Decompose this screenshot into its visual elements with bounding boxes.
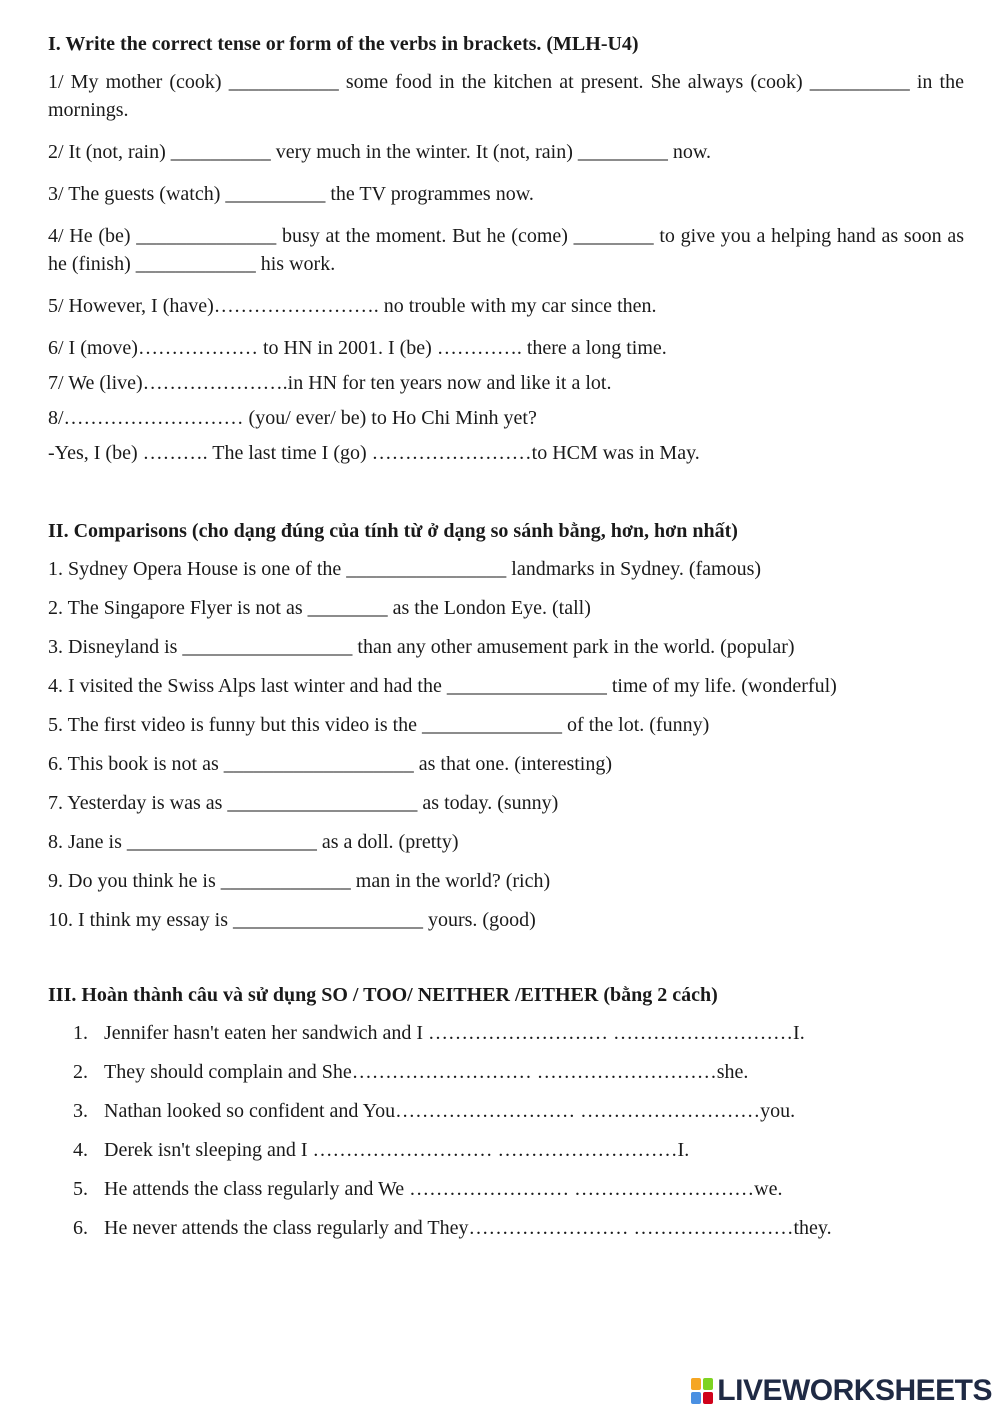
- s2-question-6: 6. This book is not as ___________________ as that one. (interesting): [48, 753, 613, 775]
- s2-question-3: 3. Disneyland is _________________ than any other amusement park in the world. (popular): [48, 636, 795, 658]
- item-text: Jennifer hasn't eaten her sandwich and I ……………………… ………………………I.: [104, 1022, 805, 1044]
- s1-question-2: 2/ It (not, rain) __________ very much in the winter. It (not, rain) _________ now.: [48, 141, 712, 163]
- s2-question-10: 10. I think my essay is ___________________ yours. (good): [48, 909, 536, 931]
- logo-square: [691, 1392, 701, 1404]
- s2-question-1: 1. Sydney Opera House is one of the ________________ landmarks in Sydney. (famous): [48, 558, 762, 580]
- item-number: 1.: [73, 1022, 88, 1044]
- section-3-title: III. Hoàn thành câu và sử dụng SO / TOO/ NEITHER /EITHER (bằng 2 cách): [48, 984, 718, 1006]
- section-3-list: [48, 1019, 964, 1242]
- s2-question-8: 8. Jane is ___________________ as a doll. (pretty): [48, 831, 459, 853]
- list-item: [73, 1058, 964, 1086]
- s1-question-6: 6/ I (move)……………… to HN in 2001. I (be) …………. there a long time.: [48, 337, 667, 359]
- list-item: [73, 1097, 964, 1125]
- section-1-title: I. Write the correct tense or form of the verbs in brackets. (MLH-U4): [48, 33, 639, 55]
- s2-question-5: 5. The first video is funny but this video is the ______________ of the lot. (funny): [48, 714, 710, 736]
- logo-square: [703, 1392, 713, 1404]
- s2-question-9: 9. Do you think he is _____________ man in the world? (rich): [48, 870, 551, 892]
- section-2: [48, 517, 964, 934]
- logo-square: [703, 1378, 713, 1390]
- s2-question-7: 7. Yesterday is was as ___________________ as today. (sunny): [48, 792, 559, 814]
- item-number: 4.: [73, 1139, 88, 1161]
- item-number: 2.: [73, 1061, 88, 1083]
- logo-mark-icon: [691, 1378, 713, 1404]
- s1-question-4: 4/ He (be) ______________ busy at the moment. But he (come) ________ to give you a helping hand as soon as he (finish) ____________ his work.: [48, 225, 964, 275]
- s1-question-5: 5/ However, I (have)……………………. no trouble with my car since then.: [48, 295, 657, 317]
- list-item: [73, 1214, 964, 1242]
- item-text: Derek isn't sleeping and I ……………………… ………………………I.: [104, 1139, 690, 1161]
- worksheet-page: [48, 30, 964, 1253]
- liveworksheets-logo[interactable]: [691, 1375, 992, 1407]
- s1-question-8-answer: -Yes, I (be) ………. The last time I (go) ……………………to HCM was in May.: [48, 442, 700, 464]
- s1-question-3: 3/ The guests (watch) __________ the TV programmes now.: [48, 183, 534, 205]
- list-item: [73, 1136, 964, 1164]
- s1-question-8: 8/……………………… (you/ ever/ be) to Ho Chi Minh yet?: [48, 407, 537, 429]
- item-text: He never attends the class regularly and They…………………… ……………………they.: [104, 1217, 832, 1239]
- item-text: He attends the class regularly and We …………………… ………………………we.: [104, 1178, 783, 1200]
- item-number: 3.: [73, 1100, 88, 1122]
- section-3: [48, 981, 964, 1242]
- logo-text: LIVEWORKSHEETS: [717, 1374, 992, 1407]
- section-2-title: II. Comparisons (cho dạng đúng của tính từ ở dạng so sánh bằng, hơn, hơn nhất): [48, 520, 738, 542]
- list-item: [73, 1019, 964, 1047]
- item-number: 6.: [73, 1217, 88, 1239]
- s2-question-2: 2. The Singapore Flyer is not as ________ as the London Eye. (tall): [48, 597, 591, 619]
- s1-question-1: 1/ My mother (cook) ___________ some food in the kitchen at present. She always (cook) __________ in the mornings.: [48, 71, 964, 121]
- item-number: 5.: [73, 1178, 88, 1200]
- list-item: [73, 1175, 964, 1203]
- logo-square: [691, 1378, 701, 1390]
- item-text: They should complain and She……………………… ………………………she.: [104, 1061, 749, 1083]
- s2-question-4: 4. I visited the Swiss Alps last winter and had the ________________ time of my life. (wonderful): [48, 675, 837, 697]
- item-text: Nathan looked so confident and You……………………… ………………………you.: [104, 1100, 796, 1122]
- s1-question-7: 7/ We (live)………………….in HN for ten years now and like it a lot.: [48, 372, 612, 394]
